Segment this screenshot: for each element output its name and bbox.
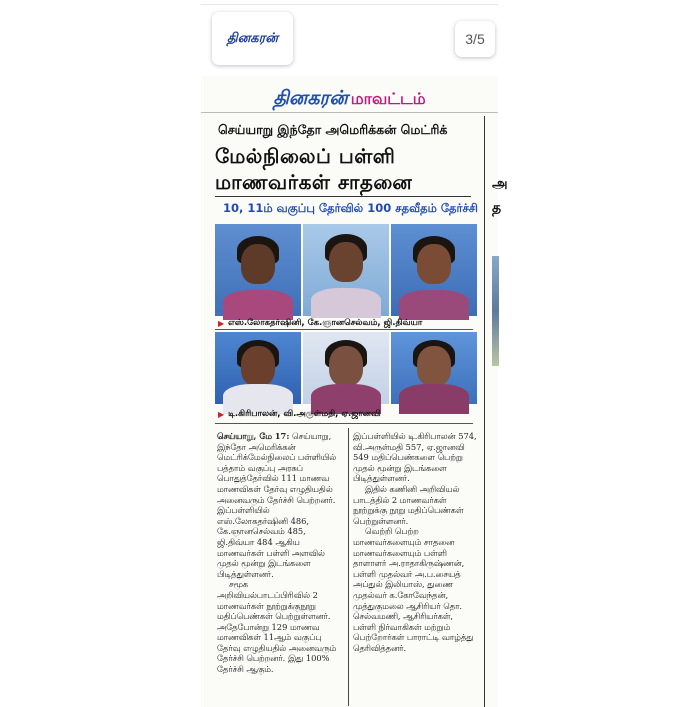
news-clipping <box>201 76 508 707</box>
masthead-divider <box>201 112 498 113</box>
caption-marker-icon: ▶ <box>218 410 225 419</box>
masthead <box>201 86 498 112</box>
headline-divider <box>215 196 471 197</box>
paragraph-text: செய்யாறு, இந்தோ அமெரிக்கன் மெட்ரிக்மேல்நிலைப் பள்ளியில் பத்தாம் வகுப்பு அரசுப் பொதுத்தேர்வில் 111 மாணவ மாணவிகள் தேர்வு எழுதியதில் அனைவரும் தேர்ச்சி பெற்றனர். இப்பள்ளியில் எஸ்.லோகதர்ஷினி 486, கே.ஞானசெல்வம் 485, ஜி.திவ்யா 484 ஆகிய மாணவர்கள் பள்ளி அளவில் முதல் மூன்று இடங்களை பிடித்துள்ளனர். <box>217 431 337 579</box>
dinakaran-logo: தினகரன் <box>227 30 278 46</box>
adjacent-photo-edge <box>492 256 499 366</box>
adjacent-headline-fragment: த <box>492 200 502 216</box>
student-photo <box>215 224 301 316</box>
caption-text: எஸ்.லோகதர்ஷினி, கே.ஞானசெல்வம், ஜி.திவ்யா <box>228 318 423 328</box>
caption-marker-icon: ▶ <box>218 319 225 328</box>
student-photo <box>303 224 389 316</box>
article-headline-line1: மேல்நிலைப் பள்ளி <box>215 144 396 168</box>
epaper-viewer <box>201 0 508 707</box>
dinakaran-logo-button[interactable] <box>212 12 293 65</box>
article-paragraph: இப்பள்ளியில் டி.கிரிபாலன் 574, வி.அருள்மதி 557, ஏ.ஜானவி 549 மதிப்பெண்களை பெற்று முதல் மூன்று இடங்களை பிடித்துள்ளனர். <box>353 431 477 484</box>
student-photo <box>303 332 389 404</box>
page-indicator[interactable] <box>455 21 495 57</box>
article-subhead: 10, 11ம் வகுப்பு தேர்வில் 100 சதவீதம் தேர்ச்சி <box>223 201 478 215</box>
student-photo <box>391 224 477 316</box>
article-body-left <box>217 431 341 675</box>
column-divider <box>484 116 485 707</box>
masthead-title: தினகரன் <box>273 86 348 109</box>
student-photo <box>391 332 477 404</box>
body-column-divider <box>348 428 349 706</box>
caption-text: டி.கிரிபாலன், வி.அருள்மதி, ஏ.ஜானவி <box>228 409 381 419</box>
article-body-right <box>353 431 477 653</box>
student-photo <box>215 332 301 404</box>
article-paragraph: வெற்றி பெற்ற மாணவர்களையும் சாதனை மாணவர்களையும் பள்ளி தாளாளர் அ.ராதாகிருஷ்ணன், பள்ளி முதல்வர் அ.ப.சையத் அப்துல் இலியாஸ், துணை முதல்வர் க.கோவேந்தன், முத்துகுமலை ஆசிரியர் தொ. செல்வமணி, ஆசிரியர்கள், பள்ளி நிர்வாகிகள் மற்றும் பெற்றோர்கள் பாராட்டி வாழ்த்து தெரிவித்தனர். <box>353 526 474 653</box>
masthead-section: மாவட்டம் <box>350 88 426 108</box>
caption-divider <box>215 329 473 330</box>
photo-caption-row2 <box>218 409 381 420</box>
page-indicator-label: 3/5 <box>465 31 485 47</box>
adjacent-headline-fragment: அ <box>492 176 508 192</box>
toolbar-divider <box>201 4 498 5</box>
article-headline-line2: மாணவர்கள் சாதனை <box>215 170 413 194</box>
photo-caption-row1 <box>218 318 422 329</box>
caption-divider <box>215 423 473 424</box>
dateline: செய்யாறு, மே 17: <box>217 431 290 441</box>
article-kicker: செய்யாறு இந்தோ அமெரிக்கன் மெட்ரிக் <box>218 122 448 137</box>
article-paragraph: சமூக அறிவியல்பாடப்பிரிவில் 2 மாணவர்கள் நூற்றுக்குநூறு மதிப்பெண்கள் பெற்றுள்ளனர். அதேபோன்று 129 மாணவ மாணவிகள் 11ஆம் வகுப்பு தேர்வு எழுதியதில் அனைவரும் தேர்ச்சி பெற்றனர். இது 100% தேர்ச்சி ஆகும். <box>217 579 337 675</box>
article-paragraph <box>217 431 341 579</box>
adjacent-article-edge <box>490 116 508 707</box>
article-paragraph: இதில் கணினி அறிவியல் பாடத்தில் 2 மாணவர்கள் நூற்றுக்கு நூறு மதிப்பெண்கள் பெற்றுள்ளனர். <box>353 483 464 526</box>
viewer-toolbar <box>201 0 498 72</box>
